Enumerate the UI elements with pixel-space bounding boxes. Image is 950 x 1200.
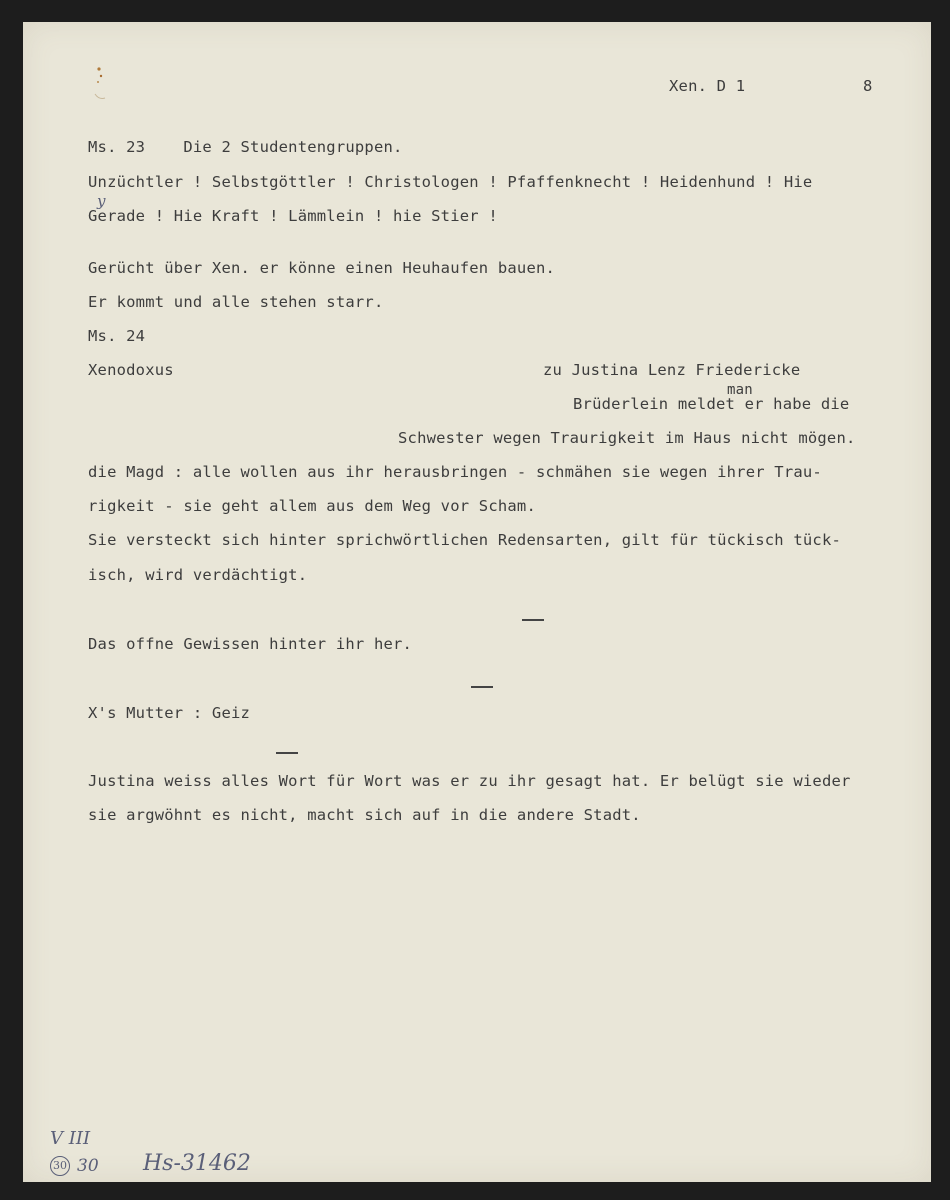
archive-number: 30 — [77, 1156, 99, 1176]
text-line: Gerade ! Hie Kraft ! Lämmlein ! hie Stier ! — [88, 207, 498, 225]
separator-dash — [471, 686, 493, 688]
text-line: Justina weiss alles Wort für Wort was er zu ihr gesagt hat. Er belügt sie wieder — [88, 772, 851, 790]
text-line: Sie versteckt sich hinter sprichwörtlichen Redensarten, gilt für tückisch tück- — [88, 531, 842, 549]
text-line: Xenodoxus — [88, 361, 174, 379]
text-line: Gerücht über Xen. er könne einen Heuhaufen bauen. — [88, 259, 556, 277]
text-line: isch, wird verdächtigt. — [88, 566, 308, 584]
ink-stain-mark — [93, 64, 107, 104]
page-number: 8 — [863, 77, 873, 95]
text-line: Er kommt und alle stehen starr. — [88, 293, 384, 311]
text-insertion: man — [727, 382, 753, 398]
text-line: Ms. 24 — [88, 327, 146, 345]
text-line: Unzüchtler ! Selbstgöttler ! Christologen ! Pfaffenknecht ! Heidenhund ! Hie — [88, 173, 813, 191]
text-line: X's Mutter : Geiz — [88, 704, 251, 722]
text-line: Das offne Gewissen hinter ihr her. — [88, 635, 413, 653]
document-reference: Xen. D 1 — [669, 77, 746, 95]
document-page — [23, 22, 931, 1182]
text-line: Brüderlein meldet er habe die — [573, 395, 850, 413]
archive-shelfmark: Hs-31462 — [143, 1151, 251, 1176]
separator-dash — [522, 619, 544, 621]
circled-number: 30 — [53, 1159, 67, 1172]
archive-roman-numeral: V III — [50, 1128, 91, 1149]
text-line: zu Justina Lenz Friedericke — [543, 361, 801, 379]
separator-dash — [276, 752, 298, 754]
handwritten-correction: y — [97, 192, 106, 210]
text-line: die Magd : alle wollen aus ihr herausbringen - schmähen sie wegen ihrer Trau- — [88, 463, 822, 481]
text-line: rigkeit - sie geht allem aus dem Weg vor Scham. — [88, 497, 536, 515]
text-line: sie argwöhnt es nicht, macht sich auf in die andere Stadt. — [88, 806, 641, 824]
text-line: Ms. 23 Die 2 Studentengruppen. — [88, 138, 403, 156]
circled-number-mark — [50, 1156, 70, 1176]
text-line: Schwester wegen Traurigkeit im Haus nicht mögen. — [398, 429, 856, 447]
